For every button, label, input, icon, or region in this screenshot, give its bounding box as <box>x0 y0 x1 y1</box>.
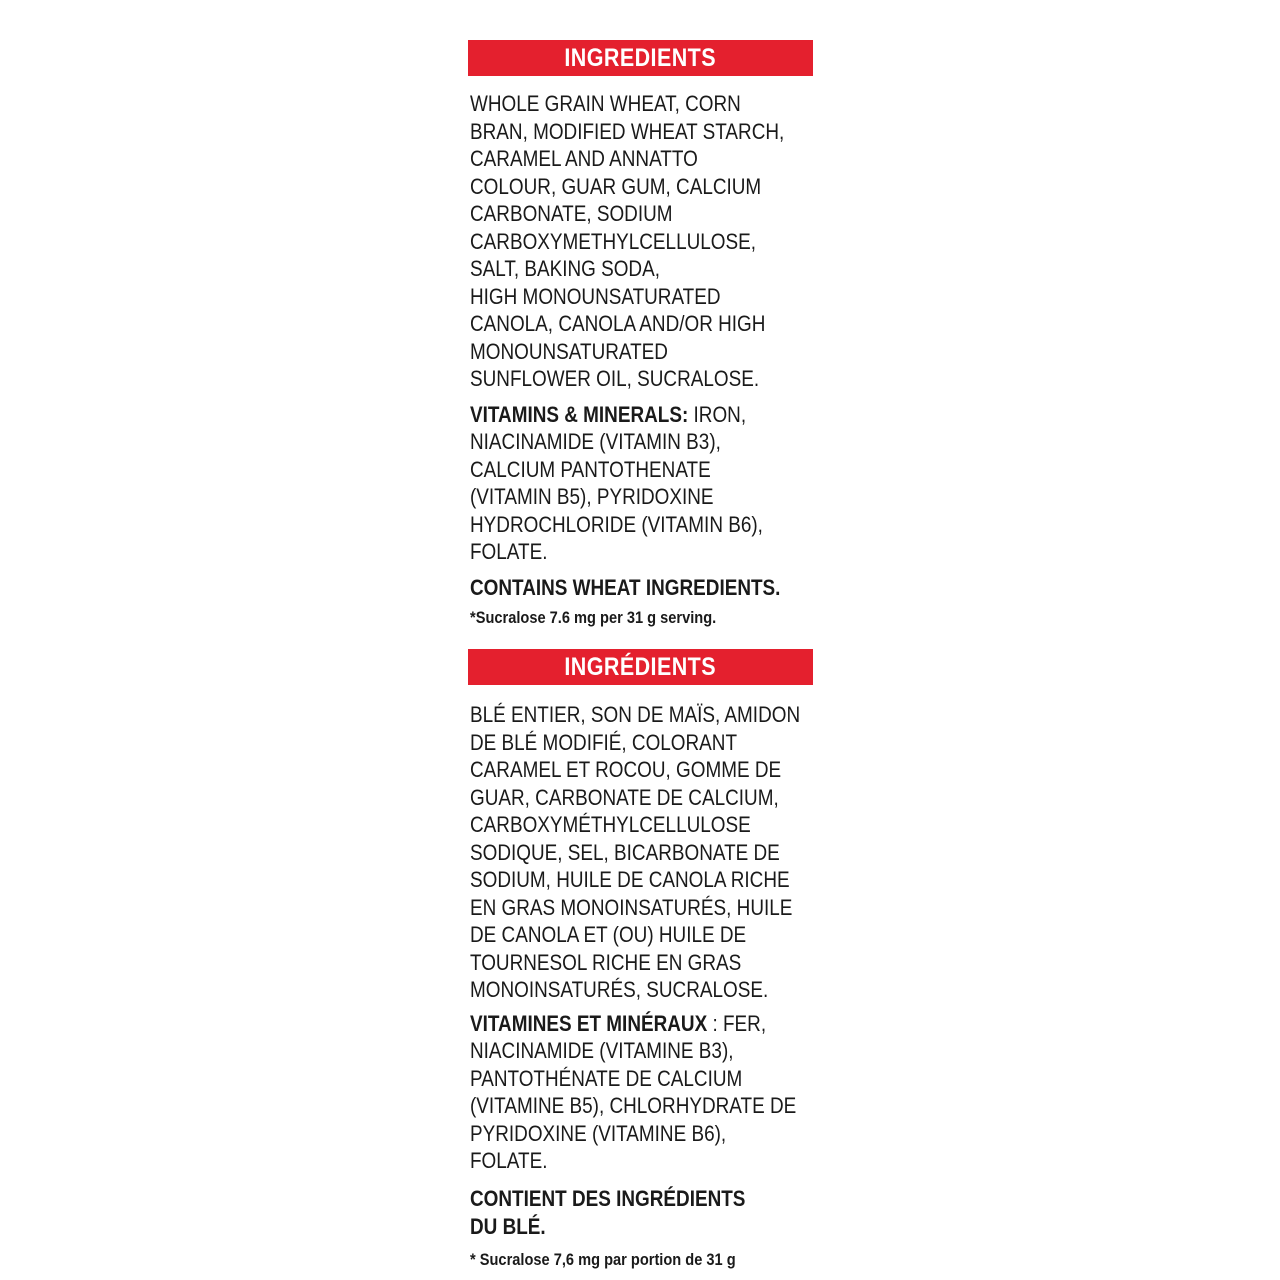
english-ingredient-line: CANOLA, CANOLA AND/OR HIGH <box>470 311 766 336</box>
english-contains-text: CONTAINS WHEAT INGREDIENTS. <box>470 574 781 600</box>
english-vitamin-line: CALCIUM PANTOTHENATE <box>470 456 711 482</box>
french-ingredient-line: MONOINSATURÉS, SUCRALOSE. <box>470 977 769 1002</box>
french-ingredient-line: CARBOXYMÉTHYLCELLULOSE <box>470 812 751 837</box>
french-ingredient-line: SODIUM, HUILE DE CANOLA RICHE <box>470 867 790 892</box>
english-ingredient-line: CARBOXYMETHYLCELLULOSE, <box>470 228 756 254</box>
french-vitamins-first-item: : FER, <box>707 1010 767 1036</box>
french-vitamin-line: NIACINAMIDE (VITAMINE B3), <box>470 1038 734 1063</box>
french-ingredient-line: GUAR, CARBONATE DE CALCIUM, <box>470 784 779 810</box>
english-ingredient-line: COLOUR, GUAR GUM, CALCIUM <box>470 173 762 199</box>
french-contains-line: DU BLÉ. <box>470 1213 546 1239</box>
french-note-text: * Sucralose 7,6 mg par portion de 31 g <box>470 1249 736 1269</box>
english-vitamins-list <box>470 401 816 566</box>
french-vitamins-list <box>470 1010 816 1175</box>
english-ingredient-line: SUNFLOWER OIL, SUCRALOSE. <box>470 366 760 391</box>
french-vitamin-line: FOLATE. <box>470 1148 548 1173</box>
french-ingredient-line: EN GRAS MONOINSATURÉS, HUILE <box>470 894 793 920</box>
french-ingredient-line: DE BLÉ MODIFIÉ, COLORANT <box>470 729 738 755</box>
french-header-title: INGRÉDIENTS <box>564 652 717 681</box>
english-sweetener-note <box>470 607 816 629</box>
french-contains-line: CONTIENT DES INGRÉDIENTS <box>470 1185 746 1211</box>
english-header-bar <box>468 40 813 76</box>
french-allergen-statement <box>470 1185 816 1241</box>
english-ingredient-line: CARAMEL AND ANNATTO <box>470 146 698 171</box>
english-vitamin-line: HYDROCHLORIDE (VITAMIN B6), <box>470 511 763 537</box>
french-ingredients-list <box>470 701 816 1004</box>
french-vitamin-line: PYRIDOXINE (VITAMINE B6), <box>470 1120 727 1146</box>
english-vitamin-line: FOLATE. <box>470 539 548 564</box>
english-ingredient-line: MONOUNSATURATED <box>470 338 668 364</box>
english-ingredient-line: HIGH MONOUNSATURATED <box>470 283 721 309</box>
english-note-text: *Sucralose 7.6 mg per 31 g serving. <box>470 608 717 627</box>
english-ingredient-line: CARBONATE, SODIUM <box>470 201 673 226</box>
french-vitamin-line: PANTOTHÉNATE DE CALCIUM <box>470 1065 743 1091</box>
english-vitamins-first-line <box>470 401 816 429</box>
french-header-bar <box>468 649 813 685</box>
english-section <box>468 40 813 629</box>
english-ingredient-line: BRAN, MODIFIED WHEAT STARCH, <box>470 118 785 144</box>
french-ingredient-line: BLÉ ENTIER, SON DE MAÏS, AMIDON <box>470 702 801 727</box>
english-vitamin-line: NIACINAMIDE (VITAMIN B3), <box>470 429 721 454</box>
french-ingredient-line: TOURNESOL RICHE EN GRAS <box>470 949 742 975</box>
french-vitamins-first-line <box>470 1010 816 1038</box>
french-ingredient-line: SODIQUE, SEL, BICARBONATE DE <box>470 839 780 865</box>
french-vitamins-label: VITAMINES ET MINÉRAUX <box>470 1010 708 1036</box>
english-ingredient-line: WHOLE GRAIN WHEAT, CORN <box>470 91 741 116</box>
english-vitamin-line: (VITAMIN B5), PYRIDOXINE <box>470 484 714 509</box>
english-ingredient-line: SALT, BAKING SODA, <box>470 256 660 281</box>
english-vitamins-first-item: IRON, <box>688 401 747 427</box>
english-ingredients-list <box>470 90 816 393</box>
english-vitamins-label: VITAMINS & MINERALS: <box>470 401 689 427</box>
french-section <box>468 649 813 1271</box>
french-vitamin-line: (VITAMINE B5), CHLORHYDRATE DE <box>470 1093 797 1118</box>
english-allergen-statement <box>470 574 816 602</box>
french-sweetener-note <box>470 1249 816 1271</box>
french-ingredient-line: DE CANOLA ET (OU) HUILE DE <box>470 922 747 947</box>
english-header-title: INGREDIENTS <box>564 43 717 72</box>
french-ingredient-line: CARAMEL ET ROCOU, GOMME DE <box>470 757 782 782</box>
